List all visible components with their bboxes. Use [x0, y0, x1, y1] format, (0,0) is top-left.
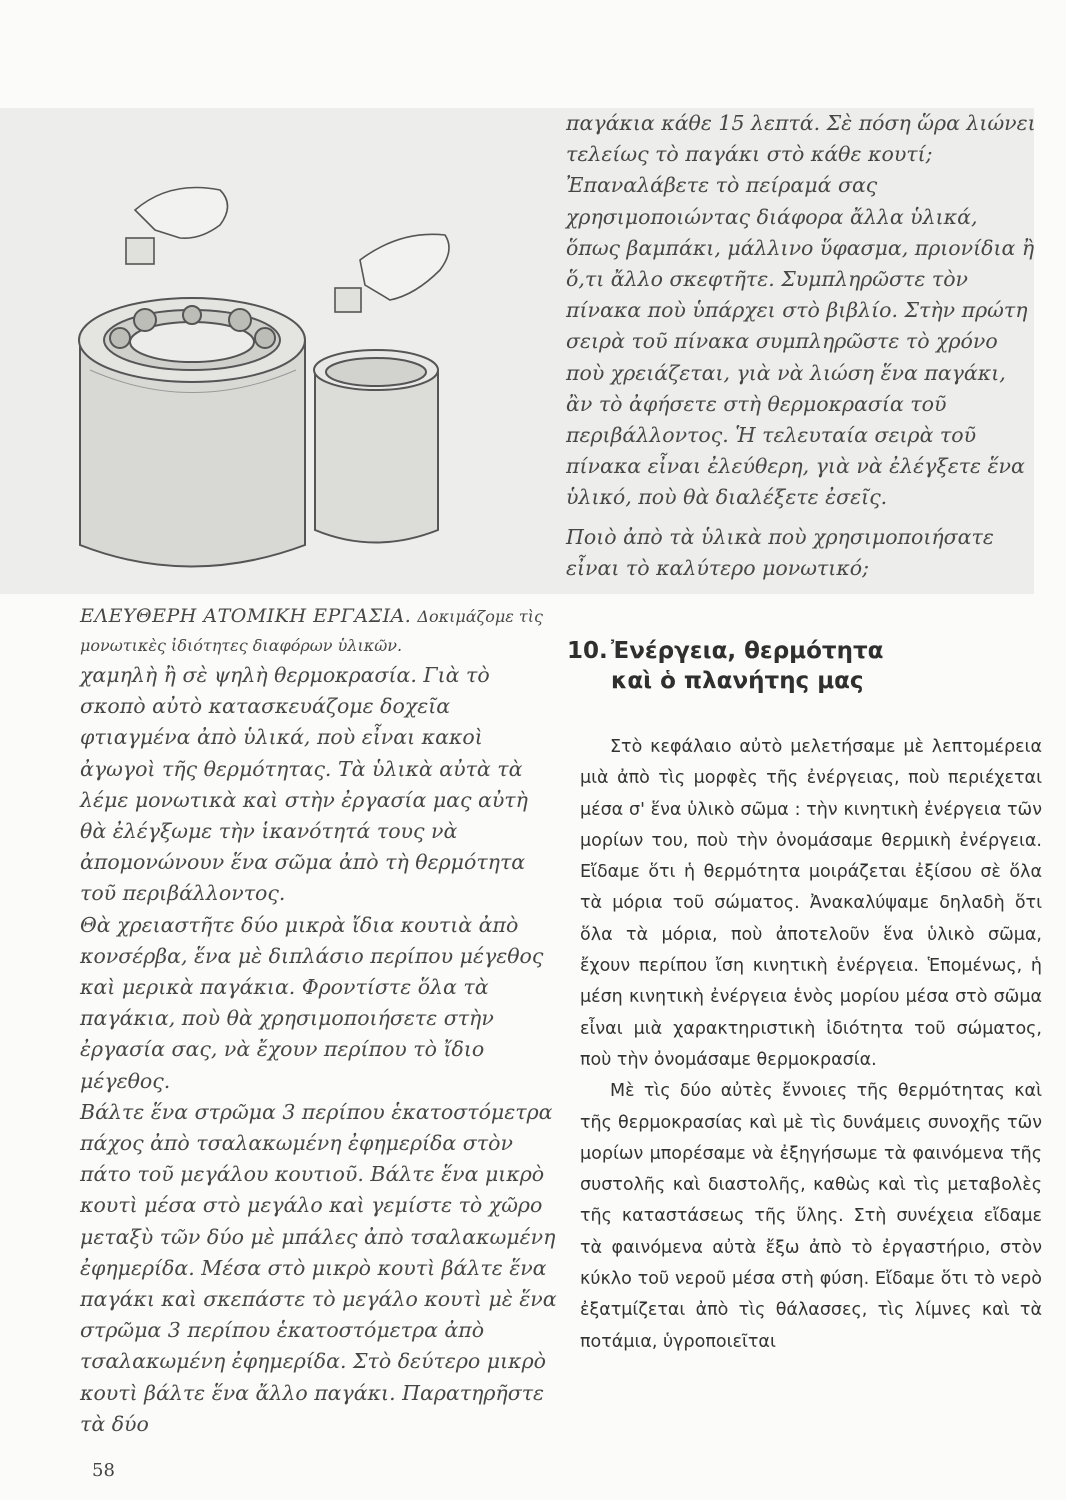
tin-cans-illustration — [60, 170, 520, 590]
large-can — [79, 298, 305, 567]
hand-right — [335, 234, 449, 312]
top-right-text — [566, 108, 1036, 584]
paragraph: Βάλτε ἕνα στρῶμα 3 περίπου ἑκατοστόμετρα πάχος ἀπὸ τσαλακωμένη ἐφημερίδα στὸν πάτο τοῦ μεγάλου κουτιοῦ. Βάλτε ἕνα μικρὸ κουτὶ μέσα στὸ μεγάλο καὶ γεμίστε τὸ χῶρο μεταξὺ τῶν δύο μὲ μπάλες ἀπὸ τσαλακωμένη ἐφημερίδα. Μέσα στὸ μικρὸ κουτὶ βάλτε ἕνα παγάκι καὶ σκεπάστε τὸ μεγάλο κουτὶ μὲ ἕνα στρῶμα 3 περίπου ἑκατοστόμετρα ἀπὸ τσαλακωμένη ἐφημερίδα. Στὸ δεύτερο μικρὸ κουτὶ βάλτε ἕνα ἄλλο παγάκι. Παρατηρῆστε τὰ δύο — [80, 1099, 557, 1436]
small-can — [314, 350, 438, 543]
page-number: 58 — [92, 1460, 115, 1481]
paragraph: χαμηλὴ ἢ σὲ ψηλὴ θερμοκρασία. Γιὰ τὸ σκοπὸ αὐτὸ κατασκευάζομε δοχεῖα φτιαγμένα ἀπὸ ὑλικά, ποὺ εἶναι κακοὶ ἀγωγοὶ τῆς θερμότητας. Τὰ ὑλικὰ αὐτὰ τὰ λέμε μονωτικὰ καὶ στὴν ἐργασία μας αὐτὴ θὰ ἐλέγξωμε τὴν ἱκανότητά τους νὰ ἀπομονώνουν ἕνα σῶμα ἀπὸ τὴ θερμότητα τοῦ περιβάλλοντος. — [80, 663, 528, 906]
chapter-heading — [567, 636, 1037, 696]
chapter-title-line1: Ἐνέργεια, θερμότητα — [611, 638, 884, 664]
chapter-number: 10. — [567, 638, 608, 664]
left-column — [80, 602, 560, 1440]
exercise-heading — [80, 602, 560, 660]
exercise-heading-caps: ΕΛΕΥΘΕΡΗ ΑΤΟΜΙΚΗ ΕΡΓΑΣΙΑ. — [80, 605, 412, 627]
hand-left — [126, 188, 228, 265]
paragraph: Θὰ χρειαστῆτε δύο μικρὰ ἴδια κουτιὰ ἀπὸ κονσέρβα, ἕνα μὲ διπλάσιο περίπου μέγεθος καὶ μερικὰ παγάκια. Φροντίστε ὅλα τὰ παγάκια, ποὺ θὰ χρησιμοποιήσετε στὴν ἐργασία σας, νὰ ἔχουν περίπου τὸ ἴδιο μέγεθος. — [80, 912, 544, 1093]
question: Ποιὸ ἀπὸ τὰ ὑλικὰ ποὺ χρησιμοποιήσατε εἶναι τὸ καλύτερο μονωτικό; — [566, 524, 994, 580]
paragraph: παγάκια κάθε 15 λεπτά. Σὲ πόση ὥρα λιώνει τελείως τὸ παγάκι στὸ κάθε κουτί; Ἐπαναλάβετε τὸ πείραμά σας χρησιμοποιώντας διάφορα ἄλλα ὑλικά, ὅπως βαμπάκι, μάλλινο ὕφασμα, πριονίδια ἢ ὅ,τι ἄλλο σκεφτῆτε. Συμπληρῶστε τὸν πίνακα ποὺ ὑπάρχει στὸ βιβλίο. Στὴν πρώτη σειρὰ τοῦ πίνακα συμπληρῶστε τὸ χρόνο ποὺ χρειάζεται, γιὰ νὰ λιώση ἕνα παγάκι, ἂν τὸ ἀφήσετε στὴ θερμοκρασία τοῦ περιβάλλοντος. Ἡ τελευταία σειρὰ τοῦ πίνακα εἶναι ἐλεύθερη, γιὰ νὰ ἐλέγξετε ἕνα ὑλικό, ποὺ θὰ διαλέξετε ἐσεῖς. — [566, 111, 1036, 510]
paragraph: Στὸ κεφάλαιο αὐτὸ μελετήσαμε μὲ λεπτομέρεια μιὰ ἀπὸ τὶς μορφὲς τῆς ἐνέργειας, ποὺ περιέχεται μέσα σ' ἕνα ὑλικὸ σῶμα : τὴν κινητικὴ ἐνέργεια τῶν μορίων του, ποὺ τὴν ὀνομάσαμε θερμικὴ ἐνέργεια. Εἴδαμε ὅτι ἡ θερμότητα μοιράζεται ἐξίσου σὲ ὅλα τὰ μόρια τοῦ σώματος. Ἀνακαλύψαμε δηλαδὴ ὅτι ὅλα τὰ μόρια, ποὺ ἀποτελοῦν ἕνα ὑλικὸ σῶμα, ἔχουν περίπου ἴση κινητικὴ ἐνέργεια. Ἑπομένως, ἡ μέση κινητικὴ ἐνέργεια ἑνὸς μορίου μέσα στὸ σῶμα εἶναι μιὰ χαρακτηριστικὴ ἰδιότητα τοῦ σώματος, ποὺ τὴν ὀνομάσαμε θερμοκρασία. — [580, 737, 1042, 1070]
chapter-body — [580, 732, 1042, 1358]
paragraph: Μὲ τὶς δύο αὐτὲς ἔννοιες τῆς θερμότητας καὶ τῆς θερμοκρασίας καὶ μὲ τὶς δυνάμεις συνοχῆς τῶν μορίων μπορέσαμε νὰ ἐξηγήσωμε τὰ φαινόμενα τῆς συστολῆς καὶ διαστολῆς, καθὼς καὶ τὶς μεταβολὲς τῆς καταστάσεως τῆς ὕλης. Στὴ συνέχεια εἴδαμε τὰ φαινόμενα αὐτὰ ἔξω ἀπὸ τὸ ἐργαστήριο, στὸν κύκλο τοῦ νεροῦ μέσα στὴ φύση. Εἴδαμε ὅτι τὸ νερὸ ἐξατμίζεται ἀπὸ τὶς θάλασσες, τὶς λίμνες καὶ τὰ ποτάμια, ὑγροποιεῖται — [580, 1081, 1042, 1352]
chapter-title-line2: καὶ ὁ πλανήτης μας — [611, 668, 864, 694]
exercise-heading-sub: Δοκιμάζομε τὶς μονωτικὲς ἰδιότητες διαφόρων ὑλικῶν. — [80, 607, 544, 655]
